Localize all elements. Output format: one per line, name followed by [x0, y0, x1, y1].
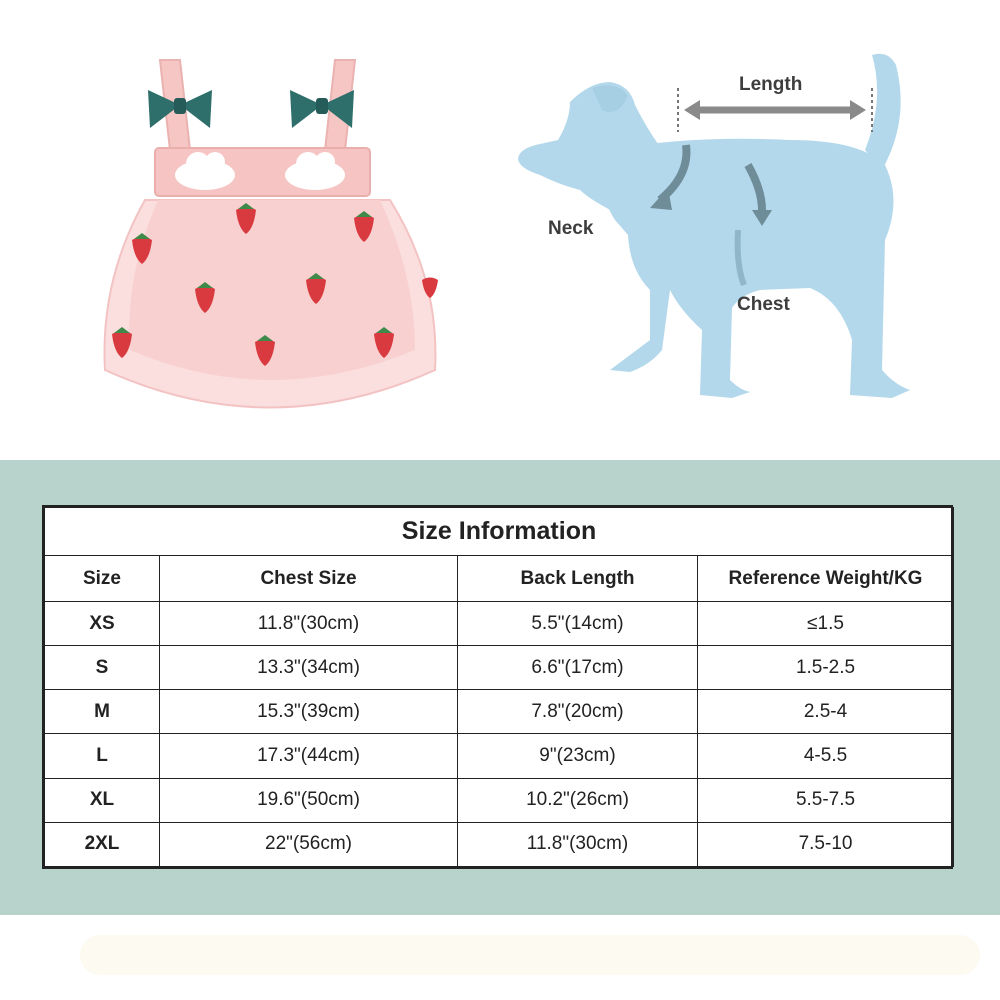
length-cell: 10.2"(26cm)	[458, 778, 698, 822]
size-cell: XS	[45, 602, 160, 646]
product-illustration-area	[0, 0, 1000, 460]
chest-label: Chest	[737, 294, 790, 315]
chest-cell: 13.3"(34cm)	[160, 646, 458, 690]
size-cell: L	[45, 734, 160, 778]
chest-cell: 19.6"(50cm)	[160, 778, 458, 822]
header-size: Size	[45, 556, 160, 602]
chest-cell: 17.3"(44cm)	[160, 734, 458, 778]
chest-cell: 22"(56cm)	[160, 822, 458, 866]
weight-cell: 5.5-7.5	[698, 778, 954, 822]
header-reference-weight: Reference Weight/KG	[698, 556, 954, 602]
header-back-length: Back Length	[458, 556, 698, 602]
table-row	[45, 734, 954, 778]
header-chest-size: Chest Size	[160, 556, 458, 602]
weight-cell: 7.5-10	[698, 822, 954, 866]
dress-illustration	[90, 50, 450, 430]
weight-cell: 2.5-4	[698, 690, 954, 734]
table-row	[45, 602, 954, 646]
length-cell: 11.8"(30cm)	[458, 822, 698, 866]
table-row	[45, 646, 954, 690]
weight-cell: ≤1.5	[698, 602, 954, 646]
table-header-row	[45, 556, 954, 602]
table-row	[45, 778, 954, 822]
size-information-table	[42, 505, 953, 869]
length-cell: 9"(23cm)	[458, 734, 698, 778]
length-label: Length	[739, 74, 803, 95]
weight-cell: 4-5.5	[698, 734, 954, 778]
neck-label: Neck	[548, 218, 594, 239]
size-cell: 2XL	[45, 822, 160, 866]
weight-cell: 1.5-2.5	[698, 646, 954, 690]
size-cell: M	[45, 690, 160, 734]
length-cell: 7.8"(20cm)	[458, 690, 698, 734]
table-title: Size Information	[45, 508, 954, 556]
length-cell: 5.5"(14cm)	[458, 602, 698, 646]
bottom-decoration	[80, 935, 980, 975]
length-cell: 6.6"(17cm)	[458, 646, 698, 690]
size-cell: S	[45, 646, 160, 690]
chest-cell: 11.8"(30cm)	[160, 602, 458, 646]
size-cell: XL	[45, 778, 160, 822]
table-row	[45, 822, 954, 866]
chest-cell: 15.3"(39cm)	[160, 690, 458, 734]
table-row	[45, 690, 954, 734]
